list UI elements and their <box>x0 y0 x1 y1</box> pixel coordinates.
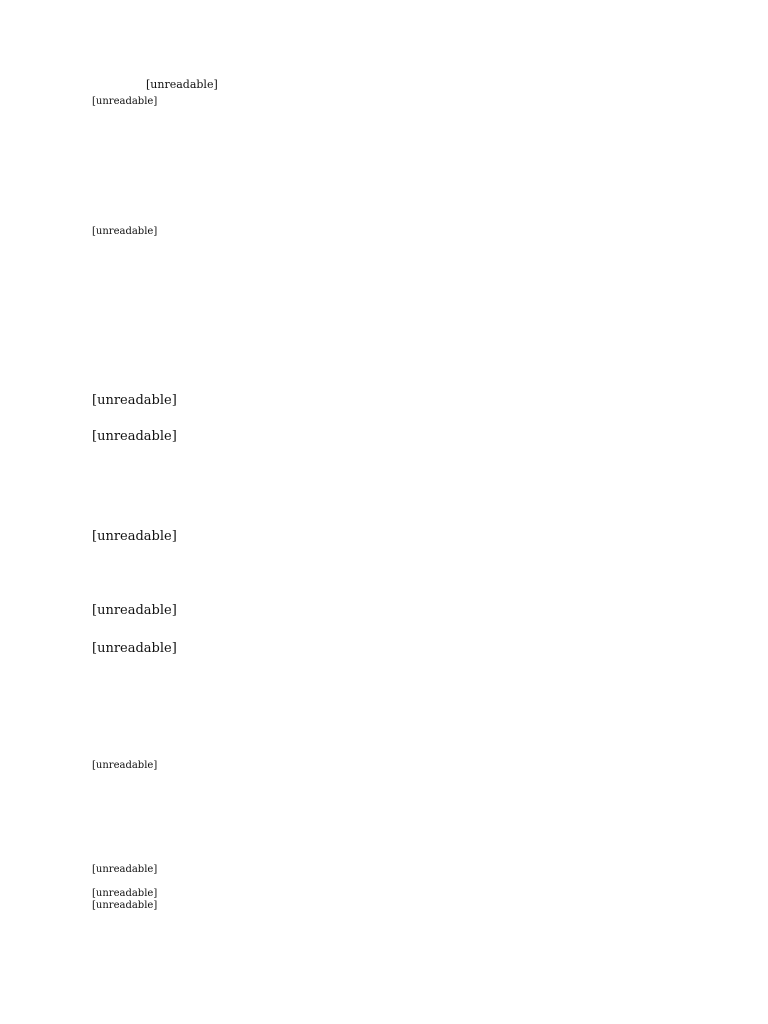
paragraph-2: [unreadable] <box>92 226 158 237</box>
paragraph-8: [unreadable] <box>92 760 158 771</box>
paragraph-1: [unreadable] <box>92 96 158 107</box>
paragraph-6: [unreadable] <box>92 603 177 618</box>
paragraph-7: [unreadable] <box>92 641 177 656</box>
paragraph-9: [unreadable] <box>92 864 158 875</box>
document-title: [unreadable] <box>146 78 218 91</box>
paragraph-5: [unreadable] <box>92 529 177 544</box>
paragraph-11: [unreadable] <box>92 900 158 911</box>
paragraph-4: [unreadable] <box>92 429 177 444</box>
paragraph-3: [unreadable] <box>92 393 177 408</box>
paragraph-10: [unreadable] <box>92 888 158 899</box>
